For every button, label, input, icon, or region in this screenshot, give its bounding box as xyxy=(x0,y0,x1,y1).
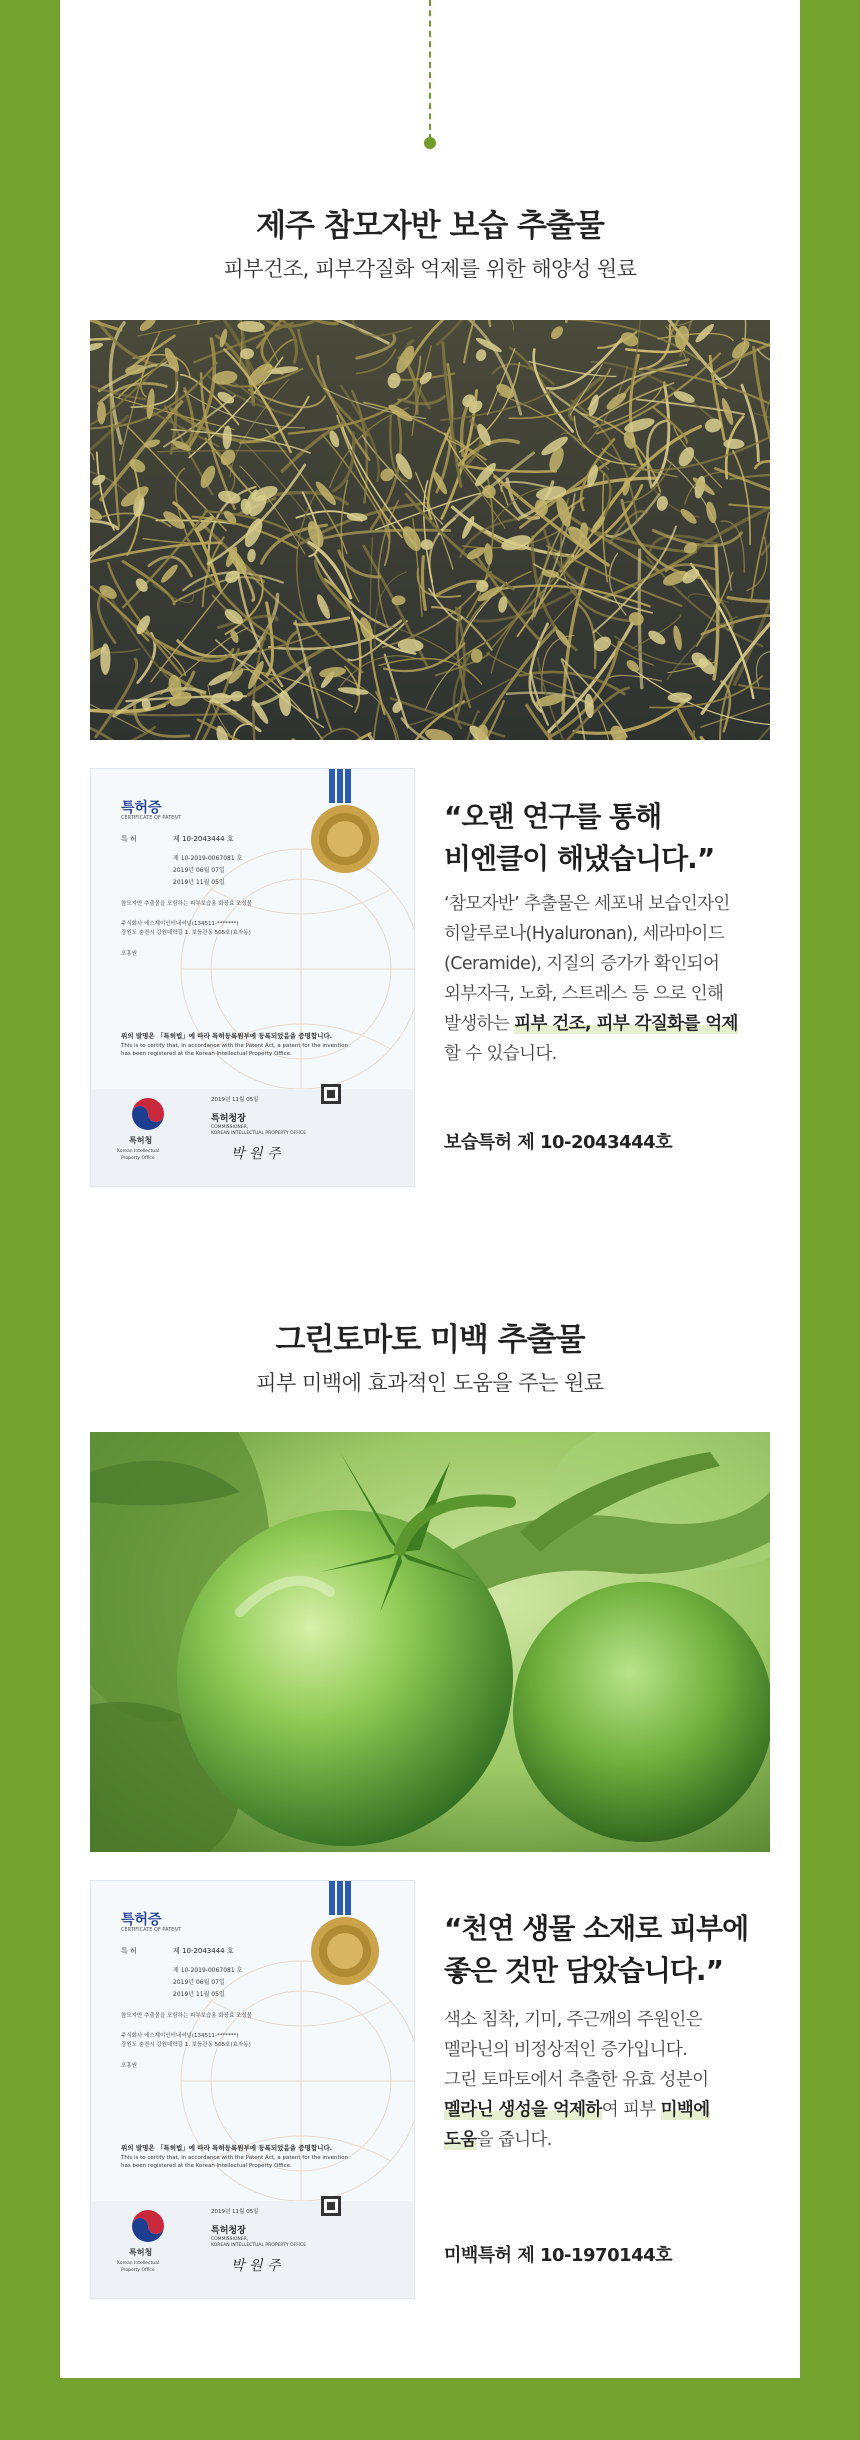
cert-date2: 2019년 11월 05일 xyxy=(173,879,225,886)
section1-title: 제주 참모자반 보습 추출물 xyxy=(256,208,604,244)
section1-quote xyxy=(444,796,774,880)
desc-text: 을 줍니다. xyxy=(476,2130,552,2150)
cert-statement-en2: has been registered at the Korean Intellectual Property Office. xyxy=(121,2163,292,2169)
cert-app-no: 제 10-2019-0067081 호 xyxy=(173,1967,243,1974)
kipo-logo-label: 특허청 xyxy=(129,2248,153,2257)
desc-highlight: 피부 건조, 피부 각질화를 억제 xyxy=(514,1014,738,1034)
section2-quote xyxy=(444,1908,774,1992)
kipo-logo-en1: Korean Intellectual xyxy=(117,1149,160,1154)
cert-app-no: 제 10-2019-0067081 호 xyxy=(173,855,243,862)
cert-owner: 주식회사 에스제이인터내셔널(134511-*******) xyxy=(121,2033,239,2039)
desc-line xyxy=(444,2125,760,2155)
cert-owner-address: 강원도 춘천시 강원대학길 1, 보듬관동 505호(효자동) xyxy=(121,930,251,936)
section1-description xyxy=(444,889,760,1069)
cert-number: 제 10-2043444 호 xyxy=(173,1947,234,1955)
kipo-logo-label: 특허청 xyxy=(129,1136,153,1145)
cert-issue-date: 2019년 11월 05일 xyxy=(211,1097,259,1103)
section2-title: 그린토마토 미백 추출물 xyxy=(275,1322,585,1358)
section2-quote-line1: “천연 생물 소재로 피부에 xyxy=(444,1912,749,1945)
cert-date1: 2019년 06월 07일 xyxy=(173,1979,225,1986)
cert-office-en1: COMMISSIONER, xyxy=(211,1125,249,1130)
kipo-logo-en2: Property Office xyxy=(121,1156,155,1161)
desc-text: 여 피부 xyxy=(601,2100,661,2120)
cert-signature: 박 원 주 xyxy=(231,1146,281,1162)
section1-patent-number: 보습특허 제 10-2043444호 xyxy=(444,1132,673,1153)
cert-invention: 참모자반 추출물을 포함하는 피부보습용 화장료 조성물 xyxy=(121,901,252,907)
cert-statement-en1: This is to certify that, in accordance with the Patent Act, a patent for the invention xyxy=(121,2155,349,2161)
cert-office: 특허청장 xyxy=(211,1114,246,1124)
cert-statement: 위의 발명은 「특허법」에 따라 특허등록원부에 등록되었음을 증명합니다. xyxy=(121,2144,333,2152)
section2-patent-number: 미백특허 제 10-1970144호 xyxy=(444,2245,673,2266)
content-card xyxy=(60,0,800,2378)
desc-line: 할 수 있습니다. xyxy=(444,1044,557,1064)
green-tomato-photo xyxy=(90,1432,770,1852)
cert-heading: 특허증 xyxy=(121,800,162,816)
section2-description xyxy=(444,2005,760,2155)
section1-subtitle: 피부건조, 피부각질화 억제를 위한 해양성 원료 xyxy=(223,257,637,281)
kipo-logo-en1: Korean Intellectual xyxy=(117,2261,160,2266)
desc-line: 히알루로나(Hyaluronan), 세라마이드 xyxy=(444,924,725,944)
cert-date2: 2019년 11월 05일 xyxy=(173,1991,225,1998)
cert-owner-address: 강원도 춘천시 강원대학길 1, 보듬관동 505호(효자동) xyxy=(121,2042,251,2048)
cert-number-label: 특 허 xyxy=(121,835,137,843)
cert-date1: 2019년 06월 07일 xyxy=(173,867,225,874)
cert-statement-en1: This is to certify that, in accordance with the Patent Act, a patent for the invention xyxy=(121,1043,349,1049)
desc-line xyxy=(444,1009,760,1039)
cert-statement-en2: has been registered at the Korean Intellectual Property Office. xyxy=(121,1051,292,1057)
desc-line: (Ceramide), 지질의 증가가 확인되어 xyxy=(444,954,720,974)
cert-office-en1: COMMISSIONER, xyxy=(211,2237,249,2242)
desc-highlight: 미백에 xyxy=(660,2100,710,2120)
desc-line: ‘참모자반’ 추출물은 세포내 보습인자인 xyxy=(444,894,730,914)
dotted-divider xyxy=(429,0,431,140)
section2-quote-line2: 좋은 것만 담았습니다.” xyxy=(444,1954,723,1987)
cert-inventor: 오흥원 xyxy=(121,951,137,957)
cert-inventor: 오흥원 xyxy=(121,2063,137,2069)
desc-line: 그린 토마토에서 추출한 유효 성분이 xyxy=(444,2070,709,2090)
cert-heading-en: CERTIFICATE OF PATENT xyxy=(121,1927,182,1933)
cert-owner: 주식회사 에스제이인터내셔널(134511-*******) xyxy=(121,921,239,927)
cert-statement: 위의 발명은 「특허법」에 따라 특허등록원부에 등록되었음을 증명합니다. xyxy=(121,1032,333,1040)
cert-number: 제 10-2043444 호 xyxy=(173,835,234,843)
cert-invention: 참모자반 추출물을 포함하는 피부보습용 화장료 조성물 xyxy=(121,2013,252,2019)
divider-dot xyxy=(424,137,436,149)
cert-number-label: 특 허 xyxy=(121,1947,137,1955)
desc-line: 멜라닌의 비정상적인 증가입니다. xyxy=(444,2040,688,2060)
seaweed-photo xyxy=(90,320,770,740)
patent-certificate-1 xyxy=(90,768,415,1187)
section1-quote-line1: “오랜 연구를 통해 xyxy=(444,800,662,833)
desc-line: 색소 침착, 기미, 주근깨의 주원인은 xyxy=(444,2010,703,2030)
cert-office-en2: KOREAN INTELLECTUAL PROPERTY OFFICE xyxy=(211,1131,307,1136)
kipo-logo-en2: Property Office xyxy=(121,2268,155,2273)
desc-line: 외부자극, 노화, 스트레스 등 으로 인해 xyxy=(444,984,724,1004)
patent-certificate-2 xyxy=(90,1880,415,2299)
section1-quote-line2: 비엔클이 해냈습니다.” xyxy=(444,842,715,875)
section2-subtitle: 피부 미백에 효과적인 도움을 주는 원료 xyxy=(256,1371,604,1395)
cert-office-en2: KOREAN INTELLECTUAL PROPERTY OFFICE xyxy=(211,2243,307,2248)
desc-line xyxy=(444,2095,760,2125)
cert-signature: 박 원 주 xyxy=(231,2258,281,2274)
desc-highlight: 멜라닌 생성을 억제하 xyxy=(444,2100,602,2120)
cert-heading-en: CERTIFICATE OF PATENT xyxy=(121,815,182,821)
desc-text: 발생하는 xyxy=(444,1014,515,1034)
cert-issue-date: 2019년 11월 05일 xyxy=(211,2209,259,2215)
cert-heading: 특허증 xyxy=(121,1912,162,1928)
desc-highlight: 도움 xyxy=(444,2130,477,2150)
cert-office: 특허청장 xyxy=(211,2226,246,2236)
